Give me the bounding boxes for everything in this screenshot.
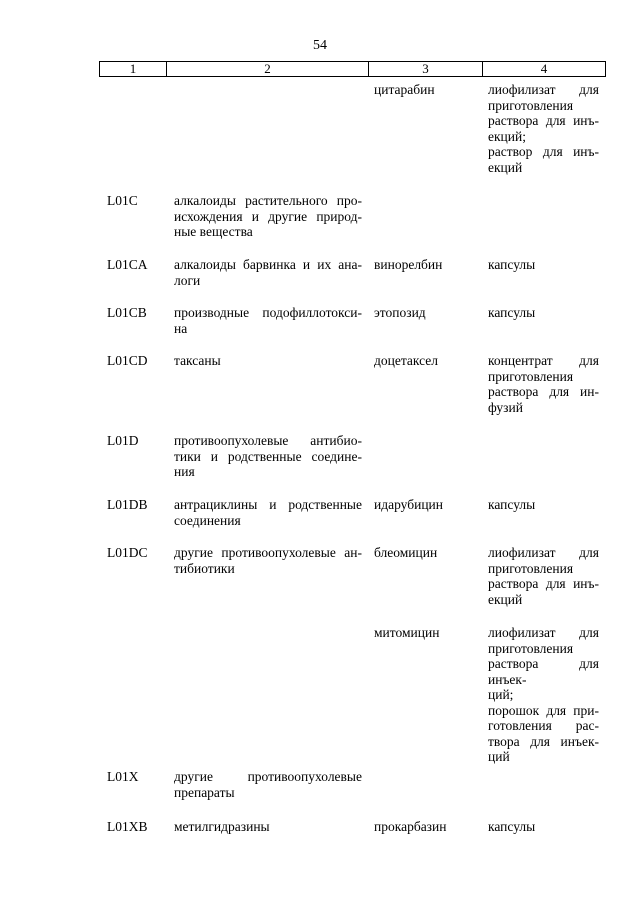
group-line: препараты [174, 784, 235, 800]
form-line: твора для инъек- [488, 733, 599, 749]
group-line: ния [174, 464, 195, 479]
group-name [174, 353, 362, 369]
drug-name: доцетаксел [374, 353, 438, 368]
group-name [174, 497, 362, 528]
header-col-2: 2 [167, 62, 369, 77]
form-line: порошок для при- [488, 702, 599, 718]
drug-name: блеомицин [374, 545, 438, 560]
dosage-form [488, 305, 599, 321]
atc-code: L01DC [107, 545, 148, 560]
dosage-form [488, 545, 599, 607]
group-line: другие противоопухолевые [174, 769, 362, 784]
group-name [174, 819, 362, 835]
dosage-form [488, 819, 599, 835]
form-line: ций; [488, 687, 514, 702]
group-line: таксаны [174, 353, 221, 368]
drug-name: цитарабин [374, 82, 435, 97]
dosage-form [488, 497, 599, 513]
header-col-3: 3 [369, 62, 483, 77]
atc-code: L01CA [107, 257, 148, 272]
form-line: капсулы [488, 305, 536, 320]
page-number: 54 [313, 38, 327, 53]
form-line: раствор для инъ- [488, 144, 599, 159]
form-line: капсулы [488, 497, 536, 512]
header-row [100, 62, 606, 77]
group-name [174, 545, 362, 576]
form-line: приготовления [488, 368, 574, 384]
group-name [174, 305, 362, 336]
form-line: лиофилизат для [488, 82, 599, 97]
drug-name: винорелбин [374, 257, 443, 272]
dosage-form [488, 353, 599, 415]
drug-name: этопозид [374, 305, 426, 320]
atc-code: L01CD [107, 353, 148, 368]
header-col-4: 4 [483, 62, 606, 77]
group-line: логи [174, 272, 201, 288]
form-line: приготовления [488, 560, 574, 576]
dosage-form [488, 257, 599, 273]
form-line: капсулы [488, 257, 536, 272]
group-line: тики и родственные соедине- [174, 448, 362, 464]
atc-code: L01D [107, 433, 139, 448]
form-line: раствора для ин- [488, 384, 599, 399]
group-line: алкалоиды барвинка и их ана- [174, 257, 362, 272]
atc-code: L01C [107, 193, 138, 208]
form-line: приготовления [488, 640, 574, 656]
group-line: метилгидразины [174, 819, 270, 834]
group-name [174, 193, 362, 240]
drug-name: идарубицин [374, 497, 443, 512]
form-line: раствора для инъек- [488, 656, 599, 687]
group-line: антрациклины и родственные [174, 497, 362, 512]
form-line: екций; [488, 128, 526, 144]
dosage-form [488, 625, 599, 765]
form-line: лиофилизат для [488, 625, 599, 640]
group-name [174, 257, 362, 288]
group-line: противоопухолевые антибио- [174, 433, 362, 448]
drug-name: митомицин [374, 625, 440, 640]
form-line: лиофилизат для [488, 545, 599, 560]
form-line: ций [488, 749, 510, 764]
drug-name: прокарбазин [374, 819, 447, 834]
header-col-1: 1 [100, 62, 167, 77]
group-line: другие противоопухолевые ан- [174, 545, 362, 560]
atc-code: L01X [107, 769, 139, 784]
atc-code: L01CB [107, 305, 147, 320]
group-name [174, 769, 362, 800]
group-name [174, 433, 362, 480]
group-line: исхождения и другие природ- [174, 208, 362, 224]
atc-code: L01XB [107, 819, 148, 834]
form-line: раствора для инъ- [488, 113, 599, 128]
group-line: алкалоиды растительного про- [174, 193, 362, 208]
group-line: соединения [174, 512, 241, 528]
table-header [99, 61, 606, 77]
group-line: на [174, 320, 188, 336]
form-line: екций [488, 591, 523, 607]
form-line: готовления рас- [488, 718, 599, 733]
form-line: концентрат для [488, 353, 599, 368]
form-line: раствора для инъ- [488, 576, 599, 591]
group-line: производные подофиллотокси- [174, 305, 362, 320]
form-line: капсулы [488, 819, 536, 834]
group-line: тибиотики [174, 560, 235, 576]
dosage-form [488, 82, 599, 175]
form-line: фузий [488, 399, 523, 415]
form-line: приготовления [488, 97, 574, 113]
form-line: екций [488, 159, 523, 175]
group-line: ные вещества [174, 224, 253, 239]
atc-code: L01DB [107, 497, 148, 512]
